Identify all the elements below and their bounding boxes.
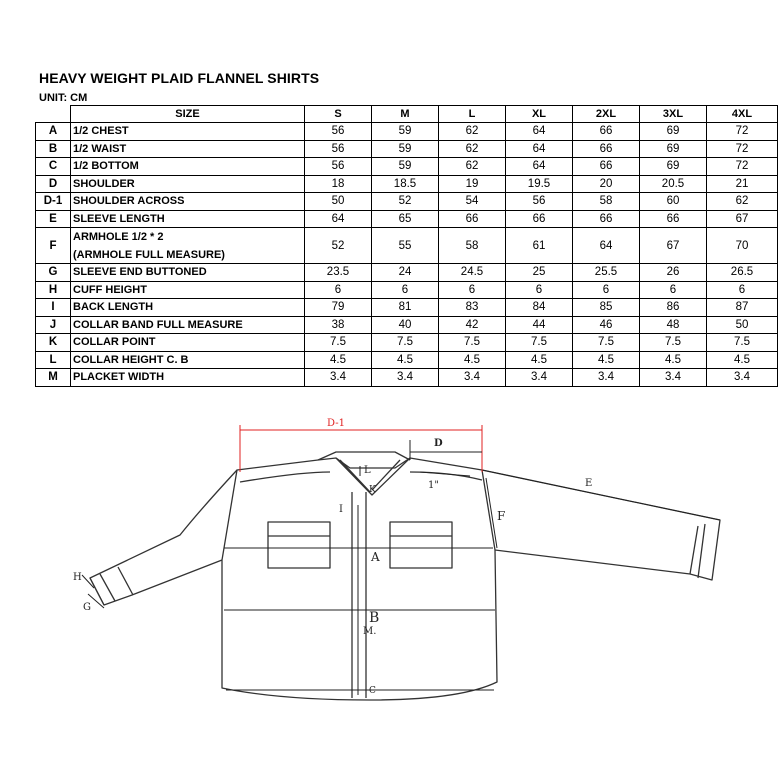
measure-value-cell: 66 [506,210,573,228]
measure-label-cell [71,140,305,158]
table-row [36,140,778,158]
measure-value-cell: 59 [372,123,439,141]
measure-code-cell: M [36,369,71,387]
measure-value-cell: 56 [305,123,372,141]
measure-value-cell: 64 [506,158,573,176]
measure-value-cell: 6 [640,281,707,299]
label-c: C [369,686,376,696]
measure-value-cell: 87 [707,299,778,317]
label-f: F [497,509,506,523]
measure-value-cell: 58 [573,193,640,211]
measure-value-cell: 66 [573,210,640,228]
label-one-inch: 1" [428,480,439,491]
measure-label-cell [71,351,305,369]
shirt-right-cuff [690,524,705,578]
measure-value-cell: 83 [439,299,506,317]
measure-value-cell: 18 [305,175,372,193]
measure-label-cell [71,158,305,176]
measure-value-cell: 72 [707,140,778,158]
measure-value-cell: 7.5 [305,334,372,352]
measure-value-cell: 3.4 [573,369,640,387]
measure-value-cell: 85 [573,299,640,317]
label-e: E [585,478,593,489]
measure-value-cell: 20 [573,175,640,193]
measure-value-cell: 64 [506,123,573,141]
shirt-right-sleeve [482,470,720,580]
measure-value-cell: 62 [707,193,778,211]
measure-value-cell: 79 [305,299,372,317]
shirt-yoke-line [240,472,482,482]
label-h: H [73,572,82,583]
measure-value-cell: 66 [573,123,640,141]
size-header-2xl: 2XL [573,106,640,123]
measure-label-text: SHOULDER [73,177,135,190]
measure-value-cell: 7.5 [506,334,573,352]
measure-value-cell: 4.5 [372,351,439,369]
measure-value-cell: 38 [305,316,372,334]
measure-code-cell: I [36,299,71,317]
header-blank-cell [36,106,71,123]
measure-value-cell: 59 [372,158,439,176]
shirt-right-pocket [390,522,452,568]
measure-code-cell: B [36,140,71,158]
measure-label-text: COLLAR POINT [73,336,156,349]
measure-code-cell: J [36,316,71,334]
shirt-body-outline [222,458,497,700]
measure-label-text: 1/2 CHEST [73,125,129,138]
measure-value-cell: 25.5 [573,264,640,282]
measure-value-cell: 23.5 [305,264,372,282]
table-row [36,210,778,228]
measure-value-cell: 7.5 [372,334,439,352]
measure-value-cell: 66 [573,158,640,176]
measure-label-text: 1/2 WAIST [73,142,127,155]
measure-code-cell: A [36,123,71,141]
measure-code-cell: D-1 [36,193,71,211]
measure-label-cell [71,264,305,282]
measure-value-cell: 6 [305,281,372,299]
measure-value-cell: 46 [573,316,640,334]
measure-value-cell: 7.5 [640,334,707,352]
shirt-placket [352,492,366,698]
table-row [36,175,778,193]
measure-value-cell: 66 [439,210,506,228]
unit-label: UNIT: CM [39,92,88,104]
label-k: K [369,485,376,495]
measure-value-cell: 3.4 [640,369,707,387]
measure-value-cell: 67 [640,228,707,264]
measure-value-cell: 25 [506,264,573,282]
measure-value-cell: 24 [372,264,439,282]
measure-value-cell: 69 [640,123,707,141]
measure-value-cell: 52 [372,193,439,211]
measure-value-cell: 55 [372,228,439,264]
measure-value-cell: 4.5 [439,351,506,369]
measure-value-cell: 3.4 [305,369,372,387]
measure-value-cell: 72 [707,158,778,176]
measure-value-cell: 4.5 [506,351,573,369]
measure-value-cell: 4.5 [707,351,778,369]
measure-value-cell: 6 [439,281,506,299]
measure-value-cell: 54 [439,193,506,211]
table-row [36,299,778,317]
shirt-left-sleeve [90,470,237,605]
measure-value-cell: 86 [640,299,707,317]
measure-value-cell: 72 [707,123,778,141]
measure-value-cell: 6 [506,281,573,299]
label-m: M. [363,626,377,637]
measure-value-cell: 67 [707,210,778,228]
measure-label-cell [71,210,305,228]
label-b: B [369,610,380,626]
measure-f-line [486,478,497,548]
measure-value-cell: 56 [506,193,573,211]
measure-value-cell: 26 [640,264,707,282]
size-header-3xl: 3XL [640,106,707,123]
measure-code-cell: C [36,158,71,176]
measure-label-text: COLLAR HEIGHT C. B [73,353,189,366]
measure-value-cell: 7.5 [573,334,640,352]
size-header-m: M [372,106,439,123]
measure-value-cell: 60 [640,193,707,211]
measure-value-cell: 44 [506,316,573,334]
measure-value-cell: 6 [372,281,439,299]
table-row [36,123,778,141]
measure-code-cell: H [36,281,71,299]
measure-value-cell: 50 [305,193,372,211]
measure-value-cell: 21 [707,175,778,193]
table-row [36,351,778,369]
table-row [36,281,778,299]
measure-value-cell: 56 [305,158,372,176]
table-header-row [36,106,778,123]
measure-value-cell: 52 [305,228,372,264]
measure-label-cell [71,193,305,211]
table-row [36,193,778,211]
measure-label-text: BACK LENGTH [73,301,154,314]
measure-code-cell: K [36,334,71,352]
measure-value-cell: 64 [305,210,372,228]
measure-label-text: PLACKET WIDTH [73,371,165,384]
measure-value-cell: 69 [640,140,707,158]
size-header: SIZE [71,106,305,123]
size-header-4xl: 4XL [707,106,778,123]
measure-value-cell: 7.5 [439,334,506,352]
shirt-left-pocket [268,522,330,568]
measure-value-cell: 40 [372,316,439,334]
shirt-measurement-diagram [0,400,778,778]
measure-value-cell: 7.5 [707,334,778,352]
measure-value-cell: 64 [573,228,640,264]
measure-label-text: ARMHOLE 1/2 * 2 [73,230,164,243]
measure-value-cell: 66 [573,140,640,158]
measure-value-cell: 18.5 [372,175,439,193]
measure-value-cell: 19.5 [506,175,573,193]
measure-label-cell [71,123,305,141]
measure-value-cell: 56 [305,140,372,158]
measure-code-cell: E [36,210,71,228]
label-a: A [371,550,380,564]
measure-value-cell: 3.4 [506,369,573,387]
measure-value-cell: 61 [506,228,573,264]
measure-value-cell: 19 [439,175,506,193]
measure-label-text: COLLAR BAND FULL MEASURE [73,318,243,331]
measure-label-text: SLEEVE LENGTH [73,212,165,225]
table-row [36,334,778,352]
measure-value-cell: 3.4 [707,369,778,387]
size-header-l: L [439,106,506,123]
measure-value-cell: 81 [372,299,439,317]
measure-value-cell: 6 [573,281,640,299]
measure-value-cell: 58 [439,228,506,264]
measure-value-cell: 84 [506,299,573,317]
measure-value-cell: 3.4 [372,369,439,387]
measure-label-cell [71,175,305,193]
measure-one-inch-line [420,472,470,476]
measure-value-cell: 62 [439,158,506,176]
measure-value-cell: 4.5 [305,351,372,369]
size-chart-table [35,105,778,387]
measure-label-text: CUFF HEIGHT [73,283,147,296]
measure-value-cell: 6 [707,281,778,299]
measure-value-cell: 62 [439,123,506,141]
measure-label-cell [71,369,305,387]
measure-label-cell [71,316,305,334]
label-d: D [434,438,443,449]
measure-value-cell: 65 [372,210,439,228]
measure-label-text: 1/2 BOTTOM [73,160,139,173]
measure-label-subtext: (ARMHOLE FULL MEASURE) [73,248,225,261]
measure-value-cell: 48 [640,316,707,334]
measure-label-cell [71,299,305,317]
table-row [36,369,778,387]
measure-value-cell: 4.5 [640,351,707,369]
table-row [36,316,778,334]
table-row [36,158,778,176]
measure-value-cell: 4.5 [573,351,640,369]
label-l: L [364,465,371,476]
size-header-s: S [305,106,372,123]
measure-e-line [482,470,720,520]
measure-value-cell: 59 [372,140,439,158]
label-g: G [83,602,91,613]
table-row [36,264,778,282]
measure-label-cell [71,281,305,299]
measure-value-cell: 3.4 [439,369,506,387]
measure-value-cell: 50 [707,316,778,334]
measure-code-cell: D [36,175,71,193]
measure-value-cell: 64 [506,140,573,158]
measure-code-cell: L [36,351,71,369]
measure-value-cell: 70 [707,228,778,264]
measure-value-cell: 20.5 [640,175,707,193]
measure-label-cell [71,228,305,264]
measure-code-cell: F [36,228,71,264]
table-row [36,228,778,264]
measure-value-cell: 42 [439,316,506,334]
measure-label-text: SHOULDER ACROSS [73,195,185,208]
label-d1: D-1 [327,418,345,429]
measure-code-cell: G [36,264,71,282]
measure-value-cell: 24.5 [439,264,506,282]
measure-value-cell: 66 [640,210,707,228]
label-i: I [339,504,343,515]
measure-label-cell [71,334,305,352]
shirt-left-cuff [90,567,133,605]
measure-value-cell: 26.5 [707,264,778,282]
size-header-xl: XL [506,106,573,123]
measure-label-text: SLEEVE END BUTTONED [73,266,207,279]
page-title: HEAVY WEIGHT PLAID FLANNEL SHIRTS [39,70,320,86]
measure-value-cell: 69 [640,158,707,176]
measure-value-cell: 62 [439,140,506,158]
